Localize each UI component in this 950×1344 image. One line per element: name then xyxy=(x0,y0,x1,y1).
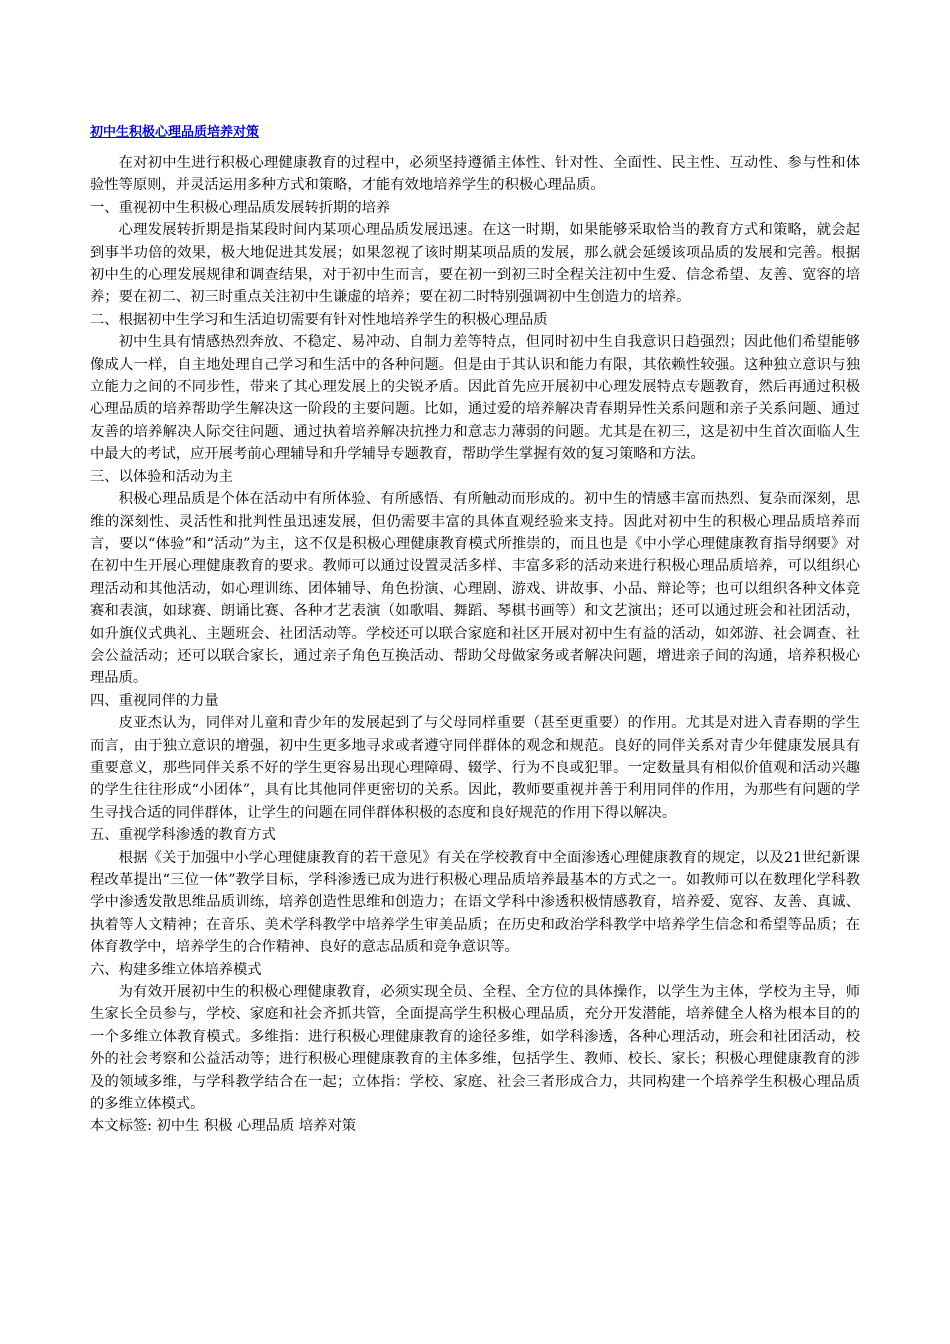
section-5-body: 根据《关于加强中小学心理健康教育的若干意见》有关在学校教育中全面渗透心理健康教育的规定，以及21世纪新课程改革提出“三位一体”教学目标，学科渗透已成为进行积极心理品质培养最基本的方式之一。如教师可以在数理化学科教学中渗透发散思维品质训练，培养创造性思维和创造力；在语文学科中渗透积极情感教育，培养爱、宽容、友善、真诚、执着等人文精神；在音乐、美术学科教学中培养学生审美品质；在历史和政治学科教学中培养学生信念和希望等品质；在体育教学中，培养学生的合作精神、良好的意志品质和竞争意识等。 xyxy=(90,849,860,956)
section-1-body: 心理发展转折期是指某段时间内某项心理品质发展迅速。在这一时期，如果能够采取恰当的教育方式和策略，就会起到事半功倍的效果，极大地促进其发展；如果忽视了该时期某项品质的发展，那么就会延缓该项品质的发展和完善。根据初中生的心理发展规律和调查结果，对于初中生而言，要在初一到初三时全程关注初中生爱、信念希望、友善、宽容的培养；要在初二、初三时重点关注初中生谦虚的培养；要在初二时特别强调初中生创造力的培养。 xyxy=(90,222,860,306)
section-6-heading: 六、构建多维立体培养模式 xyxy=(90,961,262,978)
section-2-body: 初中生具有情感热烈奔放、不稳定、易冲动、自制力差等特点，但同时初中生自我意识日趋强烈；因此他们希望能够像成人一样，自主地处理自己学习和生活中的各种问题。但是由于其认识和能力有限，其依赖性较强。这种独立意识与独立能力之间的不同步性，带来了其心理发展上的尖锐矛盾。因此首先应开展初中心理发展特点专题教育，然后再通过积极心理品质的培养帮助学生解决这一阶段的主要问题。比如，通过爱的培养解决青春期异性关系问题和亲子关系问题、通过友善的培养解决人际交往问题、通过执着培养解决抗挫力和意志力薄弱的问题。尤其是在初三，这是初中生首次面临人生中最大的考试，应开展考前心理辅导和升学辅导专题教育，帮助学生掌握有效的复习策略和方法。 xyxy=(90,334,860,463)
intro-paragraph: 在对初中生进行积极心理健康教育的过程中，必须坚持遵循主体性、针对性、全面性、民主性、互动性、参与性和体验性等原则，并灵活运用多种方式和策略，才能有效地培养学生的积极心理品质。 xyxy=(90,155,860,194)
article-tags: 本文标签: 初中生 积极 心理品质 培养对策 xyxy=(90,1118,357,1135)
section-3-body: 积极心理品质是个体在活动中有所体验、有所感悟、有所触动而形成的。初中生的情感丰富而热烈、复杂而深刻，思维的深刻性、灵活性和批判性虽迅速发展，但仍需要丰富的具体直观经验来支持。因此对初中生的积极心理品质培养而言，要以“体验”和“活动”为主，这不仅是积极心理健康教育模式所推崇的，而且也是《中小学心理健康教育指导纲要》对在初中生开展心理健康教育的要求。教师可以通过设置灵活多样、丰富多彩的活动来进行积极心理品质培养，可以组织心理活动和其他活动，如心理训练、团体辅导、角色扮演、心理剧、游戏、讲故事、小品、辩论等；也可以组织各种文体竞赛和表演，如球赛、朗诵比赛、各种才艺表演（如歌唱、舞蹈、琴棋书画等）和文艺演出；还可以通过班会和社团活动，如升旗仪式典礼、主题班会、社团活动等。学校还可以联合家庭和社区开展对初中生有益的活动，如郊游、社会调查、社会公益活动；还可以联合家长，通过亲子角色互换活动、帮助父母做家务或者解决问题，增进亲子间的沟通，培养积极心理品质。 xyxy=(90,491,860,687)
section-2-heading: 二、根据初中生学习和生活迫切需要有针对性地培养学生的积极心理品质 xyxy=(90,311,548,328)
section-3-heading: 三、以体验和活动为主 xyxy=(90,468,233,485)
section-4-body: 皮亚杰认为，同伴对儿童和青少年的发展起到了与父母同样重要（甚至更重要）的作用。尤其是对进入青春期的学生而言，由于独立意识的增强，初中生更多地寻求或者遵守同伴群体的观念和规范。良好的同伴关系对青少年健康发展具有重要意义，那些同伴关系不好的学生更容易出现心理障碍、辍学、行为不良或犯罪。一定数量具有相似价值观和活动兴趣的学生往往形成“小团体”，具有比其他同伴更密切的关系。因此，教师要重视并善于利用同伴的作用，为那些有问题的学生寻找合适的同伴群体，让学生的问题在同伴群体积极的态度和良好规范的作用下得以解决。 xyxy=(90,715,860,821)
section-5-heading: 五、重视学科渗透的教育方式 xyxy=(90,827,276,844)
article-title-link[interactable]: 初中生积极心理品质培养对策 xyxy=(90,125,260,140)
document-page xyxy=(90,123,860,1138)
section-4-heading: 四、重视同伴的力量 xyxy=(90,692,219,709)
section-1-heading: 一、重视初中生积极心理品质发展转折期的培养 xyxy=(90,199,391,216)
section-6-body: 为有效开展初中生的积极心理健康教育，必须实现全员、全程、全方位的具体操作，以学生为主体，学校为主导，师生家长全员参与，学校、家庭和社会齐抓共管，全面提高学生积极心理品质，充分开发潜能，培养健全人格为根本目的的一个多维立体教育模式。多维指：进行积极心理健康教育的途径多维，如学科渗透，各种心理活动，班会和社团活动，校外的社会考察和公益活动等；进行积极心理健康教育的主体多维，包括学生、教师、校长、家长；积极心理健康教育的涉及的领域多维，与学科教学结合在一起；立体指：学校、家庭、社会三者形成合力，共同构建一个培养学生积极心理品质的多维立体模式。 xyxy=(90,984,860,1113)
